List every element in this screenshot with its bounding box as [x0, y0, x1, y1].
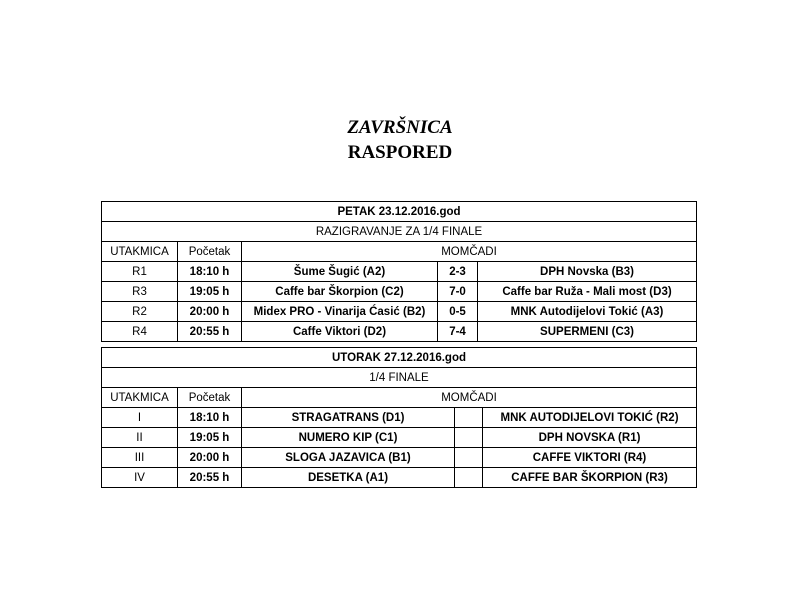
- table-row: [102, 448, 697, 468]
- match-id: I: [102, 408, 178, 428]
- header-start: Početak: [178, 388, 242, 408]
- round-row: [102, 222, 697, 242]
- match-time: 20:00 h: [178, 302, 242, 322]
- match-id: IV: [102, 468, 178, 488]
- table-row: [102, 428, 697, 448]
- match-score: 7-0: [438, 282, 478, 302]
- column-header-row: [102, 388, 697, 408]
- match-score: [455, 408, 483, 428]
- day-heading: UTORAK 27.12.2016.god: [102, 348, 697, 368]
- away-team: CAFFE BAR ŠKORPION (R3): [483, 468, 697, 488]
- table-row: [102, 468, 697, 488]
- table-row: [102, 408, 697, 428]
- table-row: [102, 282, 697, 302]
- away-team: MNK Autodijelovi Tokić (A3): [478, 302, 697, 322]
- match-time: 20:00 h: [178, 448, 242, 468]
- table-row: [102, 302, 697, 322]
- match-id: R1: [102, 262, 178, 282]
- away-team: MNK AUTODIJELOVI TOKIĆ (R2): [483, 408, 697, 428]
- match-time: 19:05 h: [178, 428, 242, 448]
- match-id: II: [102, 428, 178, 448]
- match-time: 18:10 h: [178, 408, 242, 428]
- away-team: Caffe bar Ruža - Mali most (D3): [478, 282, 697, 302]
- match-id: R2: [102, 302, 178, 322]
- home-team: Midex PRO - Vinarija Ćasić (B2): [242, 302, 438, 322]
- match-time: 20:55 h: [178, 322, 242, 342]
- home-team: Šume Šugić (A2): [242, 262, 438, 282]
- home-team: STRAGATRANS (D1): [242, 408, 455, 428]
- away-team: SUPERMENI (C3): [478, 322, 697, 342]
- home-team: DESETKA (A1): [242, 468, 455, 488]
- header-teams: MOMČADI: [242, 242, 697, 262]
- round-heading: RAZIGRAVANJE ZA 1/4 FINALE: [102, 222, 697, 242]
- header-match: UTAKMICA: [102, 388, 178, 408]
- match-score: 0-5: [438, 302, 478, 322]
- header-start: Početak: [178, 242, 242, 262]
- match-id: R4: [102, 322, 178, 342]
- header-match: UTAKMICA: [102, 242, 178, 262]
- page-subtitle: RASPORED: [347, 142, 453, 163]
- match-id: R3: [102, 282, 178, 302]
- home-team: NUMERO KIP (C1): [242, 428, 455, 448]
- page-title: ZAVRŠNICA: [347, 117, 453, 138]
- column-header-row: [102, 242, 697, 262]
- schedule-table-friday: [101, 201, 697, 342]
- match-id: III: [102, 448, 178, 468]
- home-team: SLOGA JAZAVICA (B1): [242, 448, 455, 468]
- round-heading: 1/4 FINALE: [102, 368, 697, 388]
- day-heading: PETAK 23.12.2016.god: [102, 202, 697, 222]
- header-teams: MOMČADI: [242, 388, 697, 408]
- table-row: [102, 262, 697, 282]
- day-row: [102, 202, 697, 222]
- day-row: [102, 348, 697, 368]
- match-score: [455, 468, 483, 488]
- schedule-table-tuesday: [101, 347, 697, 488]
- match-time: 20:55 h: [178, 468, 242, 488]
- match-score: 2-3: [438, 262, 478, 282]
- table-row: [102, 322, 697, 342]
- match-time: 18:10 h: [178, 262, 242, 282]
- home-team: Caffe bar Škorpion (C2): [242, 282, 438, 302]
- match-score: [455, 448, 483, 468]
- match-score: [455, 428, 483, 448]
- home-team: Caffe Viktori (D2): [242, 322, 438, 342]
- away-team: DPH Novska (B3): [478, 262, 697, 282]
- away-team: DPH NOVSKA (R1): [483, 428, 697, 448]
- match-score: 7-4: [438, 322, 478, 342]
- round-row: [102, 368, 697, 388]
- match-time: 19:05 h: [178, 282, 242, 302]
- away-team: CAFFE VIKTORI (R4): [483, 448, 697, 468]
